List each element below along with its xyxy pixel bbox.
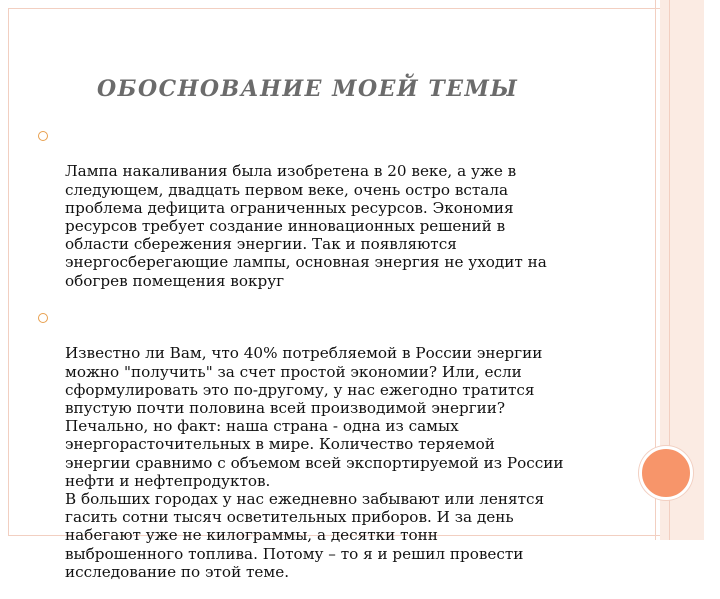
bullet-item	[38, 308, 628, 599]
slide-content	[38, 126, 628, 599]
bullet-text: Лампа накаливания была изобретена в 20 веке, а уже в следующем, двадцать первом веке, очень остро встала проблема дефицита ограниченных ресурсов. Экономия ресурсов требует создание инновационных решений в области сбережения энергии. Так и появляются энергосберегающие лампы, основная энергия не уходит на обогрев помещения вокруг	[65, 162, 547, 290]
decorative-circle	[639, 446, 693, 500]
bullet-item	[38, 126, 628, 308]
slide-title: ОБОСНОВАНИЕ МОЕЙ ТЕМЫ	[97, 76, 519, 102]
bullet-circle-icon	[38, 131, 48, 141]
bullet-text: Известно ли Вам, что 40% потребляемой в России энергии можно "получить" за счет простой экономии? Или, если сформулировать это по-другому, у нас ежегодно тратится впустую почти половина всей производимой энергии? Печально, но факт: наша страна - одна из самых энергорасточительных в мире. Количество теряемой энергии сравнимо с объемом всей экспортируемой из России нефти и нефтепродуктов. В больших городах у нас ежедневно забывают или ленятся гасить сотни тысяч осветительных приборов. И за день набегают уже не килограммы, а десятки тонн выброшенного топлива. Потому – то я и решил провести исследование по этой теме.	[65, 344, 564, 581]
bullet-circle-icon	[38, 313, 48, 323]
